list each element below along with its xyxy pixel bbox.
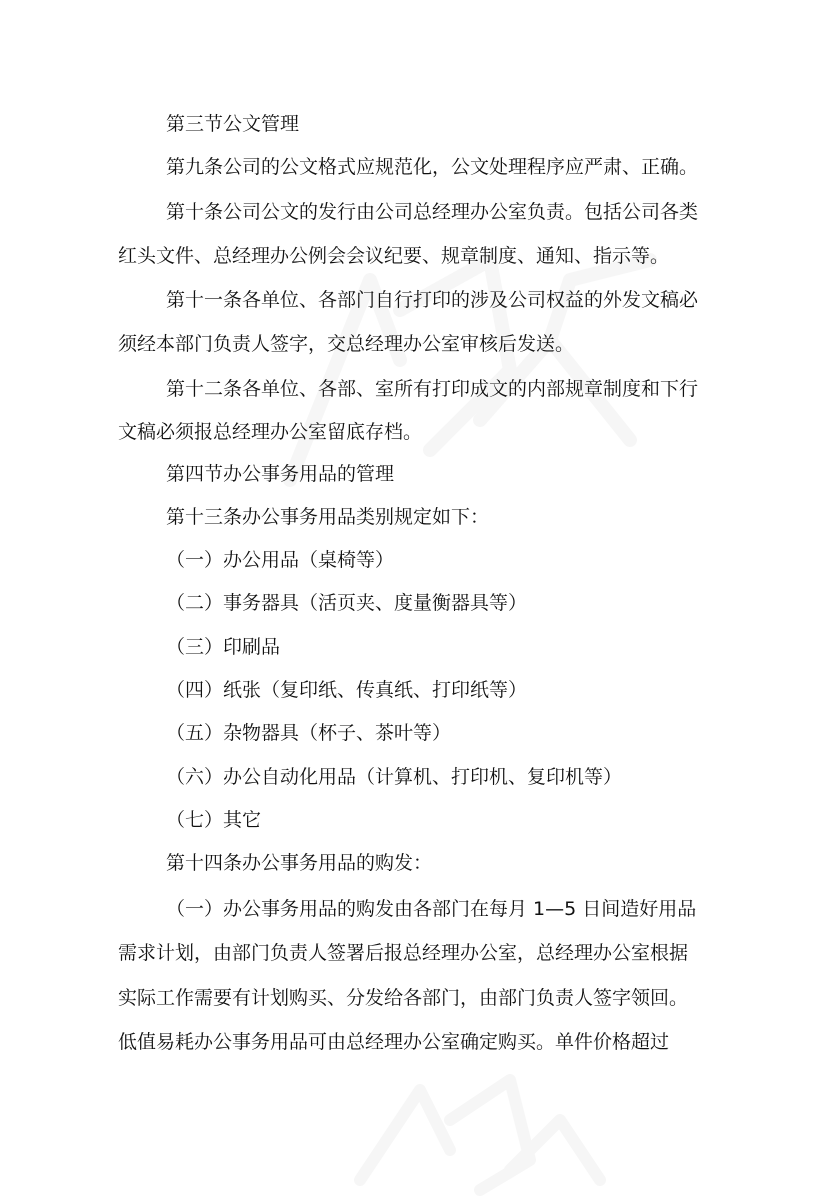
section-heading: 第三节公文管理 [166,113,300,135]
paragraph-line: 须经本部门负责人签字，交总经理办公室审核后发送。 [118,333,575,355]
paragraph-line: 第九条公司的公文格式应规范化，公文处理程序应严肃、正确。 [166,156,699,178]
watermark-logo-bottom [340,1060,620,1200]
list-item: （四）纸张（复印纸、传真纸、打印纸等） [166,679,528,701]
list-item: （五）杂物器具（杯子、茶叶等） [166,722,452,744]
paragraph-line: 文稿必须报总经理办公室留底存档。 [118,421,423,443]
paragraph-line: 第十四条办公事务用品的购发： [166,852,433,874]
paragraph-line: 红头文件、总经理办公例会会议纪要、规章制度、通知、指示等。 [118,245,670,267]
list-item: （二）事务器具（活页夹、度量衡器具等） [166,592,528,614]
paragraph-line: 低值易耗办公事务用品可由总经理办公室确定购买。单件价格超过 [118,1031,670,1053]
list-item: （三）印刷品 [166,636,281,658]
list-item: （六）办公自动化用品（计算机、打印机、复印机等） [166,766,623,788]
paragraph-line: 第十条公司公文的发行由公司总经理办公室负责。包括公司各类 [166,201,699,223]
paragraph-line: 实际工作需要有计划购买、分发给各部门，由部门负责人签字领回。 [118,987,689,1009]
list-item: （一）办公用品（桌椅等） [166,549,395,571]
paragraph-line: （一）办公事务用品的购发由各部门在每月 1—5 日间造好用品 [166,898,697,920]
paragraph-line: 第十二条各单位、各部、室所有打印成文的内部规章制度和下行 [166,378,699,400]
paragraph-line: 第十一条各单位、各部门自行打印的涉及公司权益的外发文稿必 [166,289,699,311]
paragraph-line: 第十三条办公事务用品类别规定如下： [166,506,490,528]
section-heading: 第四节办公事务用品的管理 [166,463,395,485]
list-item: （七）其它 [166,809,262,831]
paragraph-line: 需求计划，由部门负责人签署后报总经理办公室，总经理办公室根据 [118,942,689,964]
